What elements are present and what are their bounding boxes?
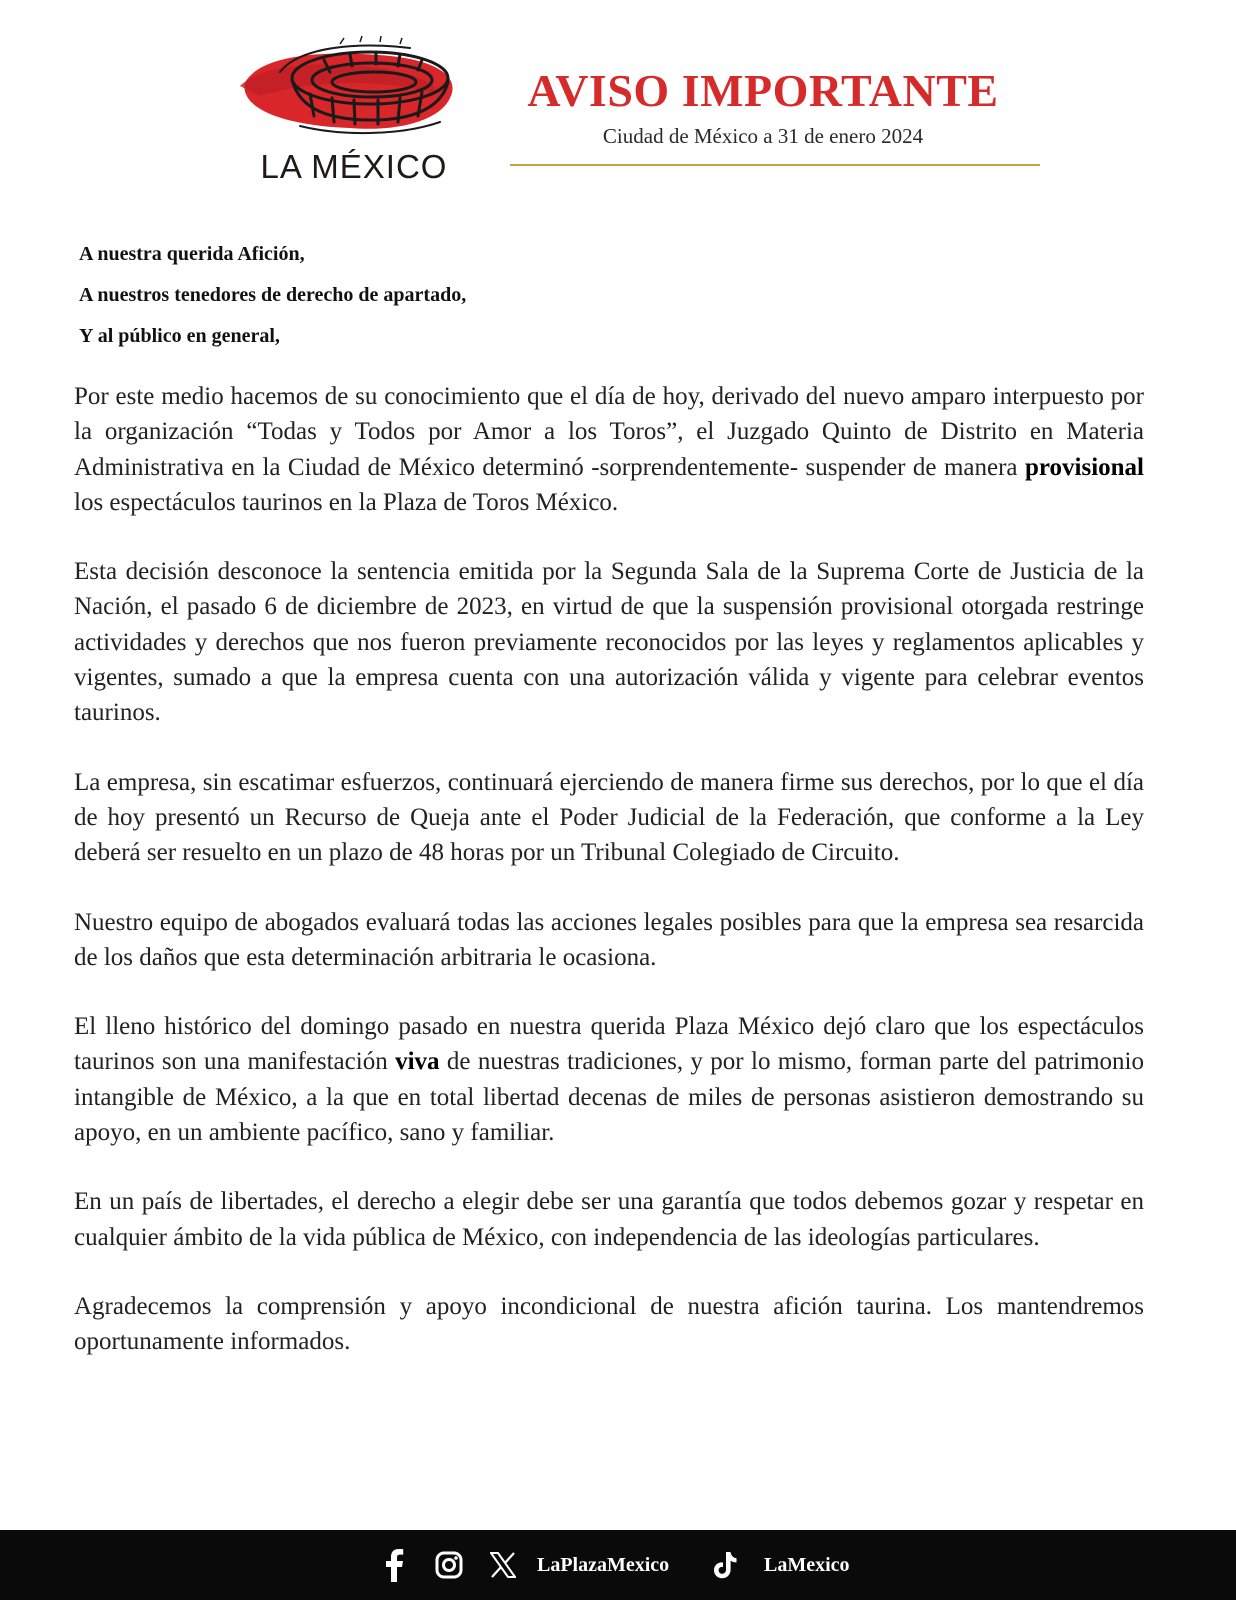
social-footer [0, 1530, 1236, 1600]
gold-divider [510, 164, 1040, 166]
paragraph: Esta decisión desconoce la sentencia emitida por la Segunda Sala de la Suprema Corte de Justicia de la Nación, el pasado 6 de diciembre de 2023, en virtud de que la suspensión provisional otorgada restringe actividades y derechos que nos fueron previamente reconocidos por las leyes y reglamentos aplicables y vigentes, sumado a que la empresa cuenta con una autorización válida y vigente para celebrar eventos taurinos. [74, 558, 1144, 727]
paragraph: Por este medio hacemos de su conocimiento que el día de hoy, derivado del nuevo amparo interpuesto por la organización “Todas y Todos por Amor a los Toros”, el Juzgado Quinto de Distrito en Materia Administrativa en la Ciudad de México determinó -sorprendentemente- suspender de manera provisional los espectáculos taurinos en la Plaza de Toros México. [74, 383, 1144, 516]
la-mexico-logo [240, 36, 464, 186]
salutation-line: A nuestros tenedores de derecho de apartado, [79, 284, 467, 306]
emphasis: provisional [1024, 453, 1144, 481]
paragraph: El lleno histórico del domingo pasado en nuestra querida Plaza México dejó claro que los espectáculos taurinos son una manifestación viva de nuestras tradiciones, y por lo mismo, forman parte del patrimonio intangible de México, a la que en total libertad decenas de miles de personas asistieron demostrando su apoyo, en un ambiente pacífico, sano y familiar. [74, 1013, 1144, 1147]
paragraph: La empresa, sin escatimar esfuerzos, continuará ejerciendo de manera firme sus derechos, por lo que el día de hoy presentó un Recurso de Queja ante el Poder Judicial de la Federación, que conforme a la Ley deberá ser resuelto en un plazo de 48 horas por un Tribunal Colegiado de Circuito. [74, 768, 1144, 867]
letter-body [74, 379, 1144, 1394]
facebook-icon[interactable] [383, 1530, 405, 1600]
x-icon[interactable] [490, 1530, 516, 1600]
notice-title: AVISO IMPORTANTE [527, 65, 999, 116]
paragraph: Agradecemos la comprensión y apoyo incondicional de nuestra afición taurina. Los mantendremos oportunamente informados. [74, 1292, 1144, 1356]
salutation-line: A nuestra querida Afición, [79, 243, 305, 265]
paragraph: En un país de libertades, el derecho a elegir debe ser una garantía que todos debemos gozar y respetar en cualquier ámbito de la vida pública de México, con independencia de las ideologías particulares. [74, 1188, 1144, 1251]
salutation [79, 234, 879, 357]
logo-wordmark: LA MÉXICO [260, 148, 448, 185]
handle-lamexico[interactable]: LaMexico [764, 1553, 850, 1576]
tiktok-icon[interactable] [713, 1530, 737, 1600]
emphasis: viva [395, 1048, 440, 1076]
plaza-arena-icon [240, 36, 464, 156]
instagram-icon[interactable] [435, 1530, 463, 1600]
salutation-line: Y al público en general, [79, 325, 280, 347]
paragraph: Nuestro equipo de abogados evaluará todas las acciones legales posibles para que la empresa sea resarcida de los daños que esta determinación arbitraria le ocasiona. [74, 908, 1144, 971]
handle-laplazamexico[interactable]: LaPlazaMexico [537, 1553, 670, 1576]
dateline: Ciudad de México a 31 de enero 2024 [602, 124, 924, 148]
